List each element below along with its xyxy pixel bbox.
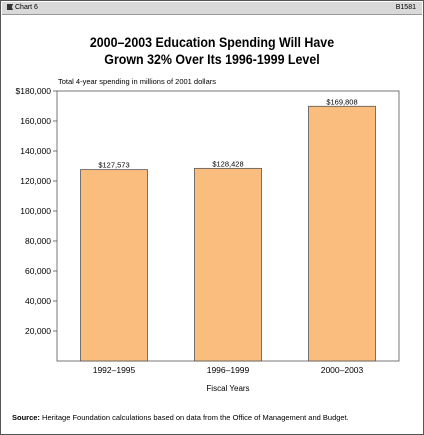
source-label: Source: [12,413,40,422]
y-tick-label: 40,000 [25,296,51,306]
y-tick-label: 160,000 [20,116,51,126]
y-tick-label: 80,000 [25,236,51,246]
chart-subtitle: Total 4-year spending in millions of 2001 dollars [58,77,217,86]
source-note [12,413,349,422]
bar [195,168,262,361]
x-tick-label: 1996–1999 [206,365,250,375]
bar-value-label: $128,428 [212,159,244,169]
chart-title-line-2: Grown 32% Over Its 1996-1999 Level [104,52,320,67]
y-axis [16,86,57,336]
bar-value-label: $169,808 [326,97,358,107]
x-tick-label: 2000–2003 [320,365,364,375]
y-tick-label: 140,000 [20,146,51,156]
x-axis [93,365,364,375]
bar-value-label: $127,573 [98,160,130,170]
bar [81,170,148,361]
chart-title-line-1: 2000–2003 Education Spending Will Have [89,35,335,50]
bar [309,106,376,361]
chart-label-text: Chart 6 [15,4,38,11]
bars [81,97,376,361]
chart-id: B1581 [395,4,416,11]
y-tick-label: 60,000 [25,266,51,276]
source-text: Heritage Foundation calculations based on data from the Office of Management and Budget. [42,413,349,422]
y-tick-label: 100,000 [20,206,51,216]
x-axis-title: Fiscal Years [206,384,250,393]
y-tick-label: 120,000 [20,176,51,186]
x-tick-label: 1992–1995 [92,365,136,375]
y-tick-label: 20,000 [25,326,51,336]
y-tick-label: $180,000 [15,86,51,96]
